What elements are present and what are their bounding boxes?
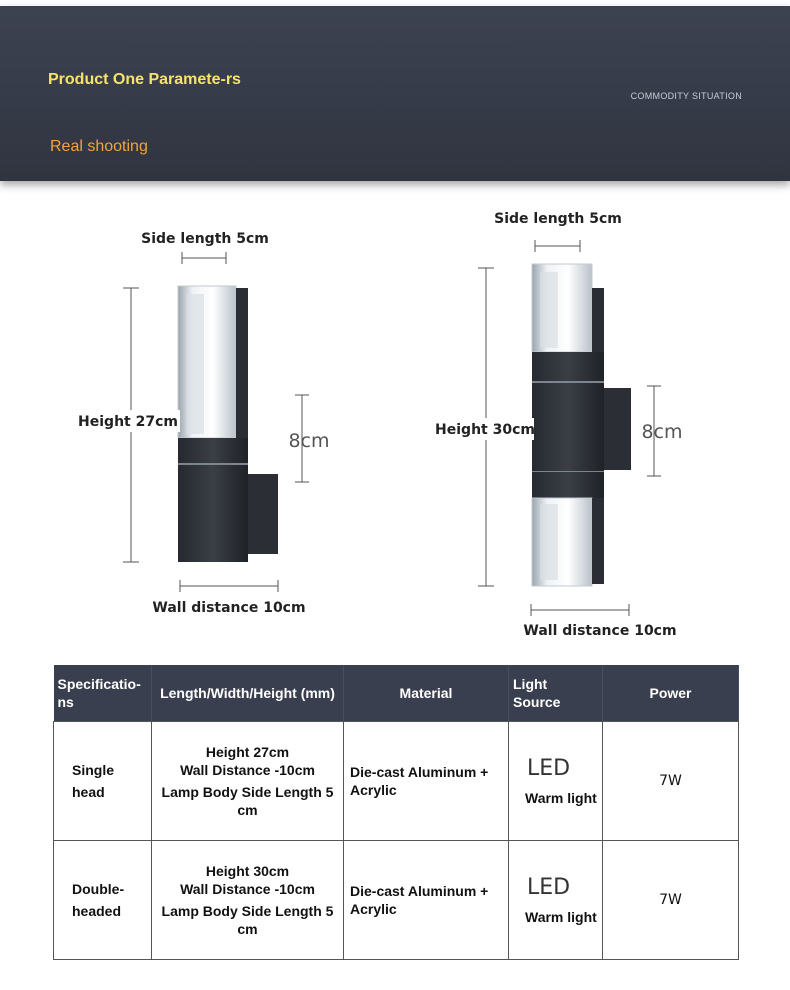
column-header: Specificatio-ns bbox=[54, 665, 152, 722]
lamp-back-plate bbox=[236, 288, 248, 438]
side-length-value: Lamp Body Side Length 5 cm bbox=[161, 784, 334, 818]
column-header: Light Source bbox=[509, 665, 603, 722]
top-back-plate bbox=[592, 288, 604, 352]
header-banner bbox=[0, 6, 790, 181]
single-bracket-label: 8cm bbox=[288, 430, 330, 452]
power-value: 7W bbox=[603, 841, 739, 960]
led-label: LED bbox=[527, 755, 571, 781]
wall-distance-value: Wall Distance -10cm bbox=[180, 881, 315, 897]
body-bottom bbox=[532, 472, 604, 498]
table-row bbox=[54, 722, 739, 841]
double-head-lamp bbox=[532, 264, 631, 586]
bottom-back-plate bbox=[592, 498, 604, 584]
double-wall-distance-label: Wall distance 10cm bbox=[523, 623, 677, 639]
light-color: Warm light bbox=[525, 908, 597, 925]
spec-name: Double-headed bbox=[54, 841, 152, 960]
material-cell: Die-cast Aluminum + Acrylic bbox=[344, 841, 509, 960]
specification-table bbox=[53, 665, 739, 960]
double-bracket-label: 8cm bbox=[641, 421, 683, 443]
banner-subtitle: Real shooting bbox=[50, 138, 148, 155]
height-value: Height 30cm bbox=[205, 863, 290, 879]
body-upper bbox=[532, 352, 604, 382]
double-wall-bracket bbox=[604, 388, 631, 470]
single-wall-distance-label: Wall distance 10cm bbox=[152, 600, 306, 616]
column-header: Length/Width/Height (mm) bbox=[152, 665, 344, 722]
single-head-lamp bbox=[178, 286, 278, 562]
lamp-body-top bbox=[178, 438, 248, 464]
banner-title: Product One Paramete-rs bbox=[48, 71, 241, 88]
double-side-length-label: Side length 5cm bbox=[494, 211, 622, 227]
light-color: Warm light bbox=[525, 789, 597, 806]
dimension-cell bbox=[152, 722, 344, 841]
light-source-cell bbox=[509, 722, 603, 841]
dimension-cell bbox=[152, 841, 344, 960]
table-row bbox=[54, 841, 739, 960]
product-dimension-figure bbox=[0, 190, 790, 650]
material-cell: Die-cast Aluminum + Acrylic bbox=[344, 722, 509, 841]
led-label: LED bbox=[527, 874, 571, 900]
bottom-shade-highlight bbox=[540, 504, 558, 580]
lamp-body bbox=[178, 464, 248, 562]
single-side-length-label: Side length 5cm bbox=[141, 231, 269, 247]
single-height-label: Height 27cm bbox=[78, 414, 178, 430]
column-header: Material bbox=[344, 665, 509, 722]
banner-caption: COMMODITY SITUATION bbox=[630, 91, 742, 101]
double-height-label: Height 30cm bbox=[435, 422, 535, 438]
table-header-row bbox=[54, 665, 739, 722]
column-header: Power bbox=[603, 665, 739, 722]
height-value: Height 27cm bbox=[205, 744, 290, 760]
shade-highlight bbox=[186, 294, 204, 434]
body-lower bbox=[532, 382, 604, 472]
side-length-value: Lamp Body Side Length 5 cm bbox=[161, 903, 334, 937]
wall-distance-value: Wall Distance -10cm bbox=[180, 762, 315, 778]
top-shade-highlight bbox=[540, 272, 558, 348]
light-source-cell bbox=[509, 841, 603, 960]
power-value: 7W bbox=[603, 722, 739, 841]
wall-bracket bbox=[248, 474, 278, 554]
spec-name: Single head bbox=[54, 722, 152, 841]
